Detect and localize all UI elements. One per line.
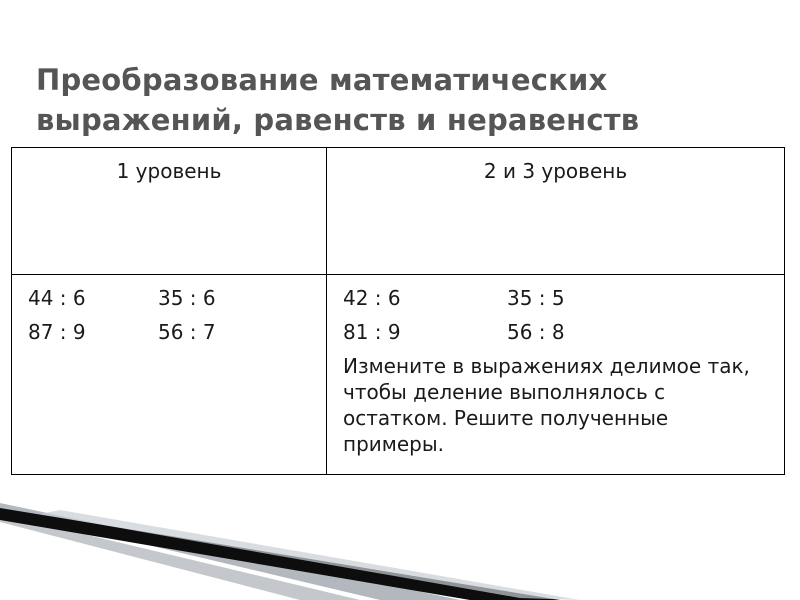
expression-row xyxy=(343,315,774,349)
expression: 81 : 9 xyxy=(343,320,401,344)
expression-row xyxy=(28,281,316,315)
swoosh-light-stroke xyxy=(40,510,580,600)
exercise-table xyxy=(11,147,785,475)
expression: 87 : 9 xyxy=(28,320,86,344)
task-instruction: Измените в выражениях делимое так, чтобы деление выполнялось с остатком. Решите полученные примеры. xyxy=(343,354,750,456)
table-body-row xyxy=(12,275,785,475)
expression: 44 : 6 xyxy=(28,286,86,310)
level-1-cell xyxy=(12,275,327,475)
header-level-2-3: 2 и 3 уровень xyxy=(327,148,785,275)
expression: 56 : 7 xyxy=(158,320,216,344)
expression: 42 : 6 xyxy=(343,286,401,310)
header-level-1: 1 уровень xyxy=(12,148,327,275)
slide-title: Преобразование математических выражений, равенств и неравенств xyxy=(36,63,640,137)
expression-row xyxy=(343,281,774,315)
level-2-3-cell xyxy=(327,275,785,475)
expression-row xyxy=(28,315,316,349)
expression: 56 : 8 xyxy=(507,320,565,344)
decorative-swoosh xyxy=(0,500,800,600)
expression: 35 : 5 xyxy=(507,286,565,310)
expression: 35 : 6 xyxy=(158,286,216,310)
table-header-row xyxy=(12,148,785,275)
